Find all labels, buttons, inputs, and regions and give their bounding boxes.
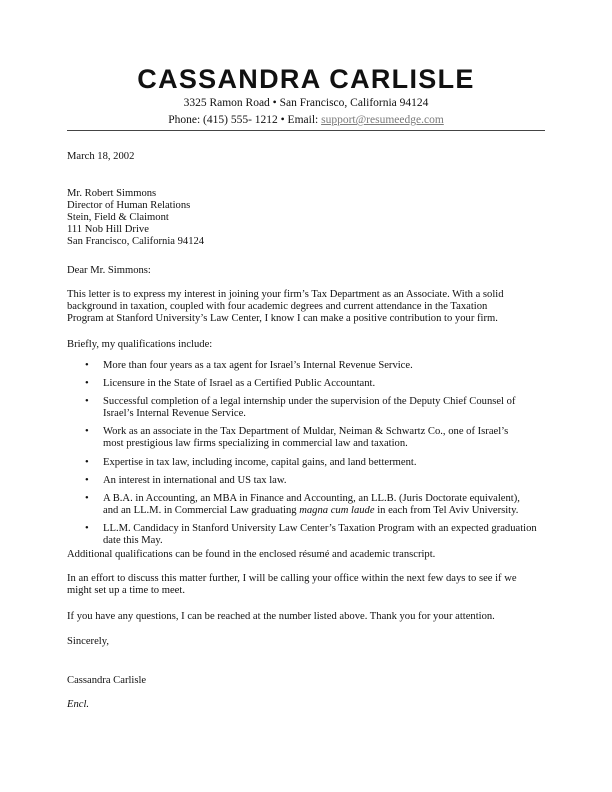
list-item: • More than four years as a tax agent for Israel’s Internal Revenue Service. [85,360,413,371]
enclosure-note: Encl. [67,699,90,710]
bullet-icon: • [85,378,89,390]
salutation: Dear Mr. Simmons: [67,265,151,276]
bullet-icon: • [85,492,89,504]
list-item: • Successful completion of a legal internship under the supervision of the Deputy Chief Counsel of Israel’s Internal Revenue Service. [85,396,516,420]
recipient-city: San Francisco, California 94124 [67,236,205,248]
applicant-contact [0,113,612,127]
list-item: • Work as an associate in the Tax Department of Muldar, Neiman & Schwartz Co., one of Israel’s most prestigious law firms specializing in commercial law and taxation. [85,426,509,450]
applicant-name: CASSANDRA CARLISLE [137,64,475,94]
phone-text: Phone: (415) 555- 1212 • Email: [168,114,322,126]
honors-text: magna cum laude [299,504,375,516]
bullet-icon: • [85,396,89,408]
list-item: • Expertise in tax law, including income, capital gains, and land betterment. [85,456,417,468]
header-divider [67,130,545,131]
list-item: • LL.M. Candidacy in Stanford University Law Center’s Taxation Program with an expected graduation date this May. [85,522,537,547]
letter-date: March 18, 2002 [67,151,135,162]
recipient-title: Director of Human Relations [67,200,191,212]
qualifications-intro: Briefly, my qualifications include: [67,339,213,350]
bullet-icon: • [85,474,89,486]
bullet-icon: • [85,360,89,371]
bullet-icon: • [85,426,89,438]
additional-paragraph: Additional qualifications can be found in the enclosed résumé and academic transcript. [67,549,436,560]
recipient-company: Stein, Field & Claimont [67,212,169,224]
closing: Sincerely, [67,636,109,647]
qualifications-list [67,360,552,553]
followup-paragraph: In an effort to discuss this matter further, I will be calling your office within the next few days to see if we might set up a time to meet. [67,573,517,597]
list-item: • Licensure in the State of Israel as a Certified Public Accountant. [85,378,376,390]
bullet-icon: • [85,522,89,534]
email-link[interactable]: support@resumeedge.com [321,114,444,126]
recipient-street: 111 Nob Hill Drive [67,224,149,236]
closing-note: If you have any questions, I can be reached at the number listed above. Thank you for your attention. [67,611,495,622]
signature: Cassandra Carlisle [67,675,147,686]
bullet-icon: • [85,456,89,468]
list-item: • A B.A. in Accounting, an MBA in Finance and Accounting, an LL.B. (Juris Doctorate equivalent), and an LL.M. in Commercial Law graduating magna cum laude in each from Tel Aviv University. [85,492,520,516]
intro-paragraph: This letter is to express my interest in joining your firm’s Tax Department as an Associate. With a solid background in taxation, coupled with four academic degrees and current attendance in the Taxation Program at Stanford University’s Law Center, I know I can make a positive contribution to your firm. [67,289,504,325]
list-item: • An interest in international and US tax law. [85,474,287,486]
applicant-address: 3325 Ramon Road • San Francisco, California 94124 [183,97,429,109]
recipient-name: Mr. Robert Simmons [67,188,157,199]
recipient-address [67,188,552,248]
